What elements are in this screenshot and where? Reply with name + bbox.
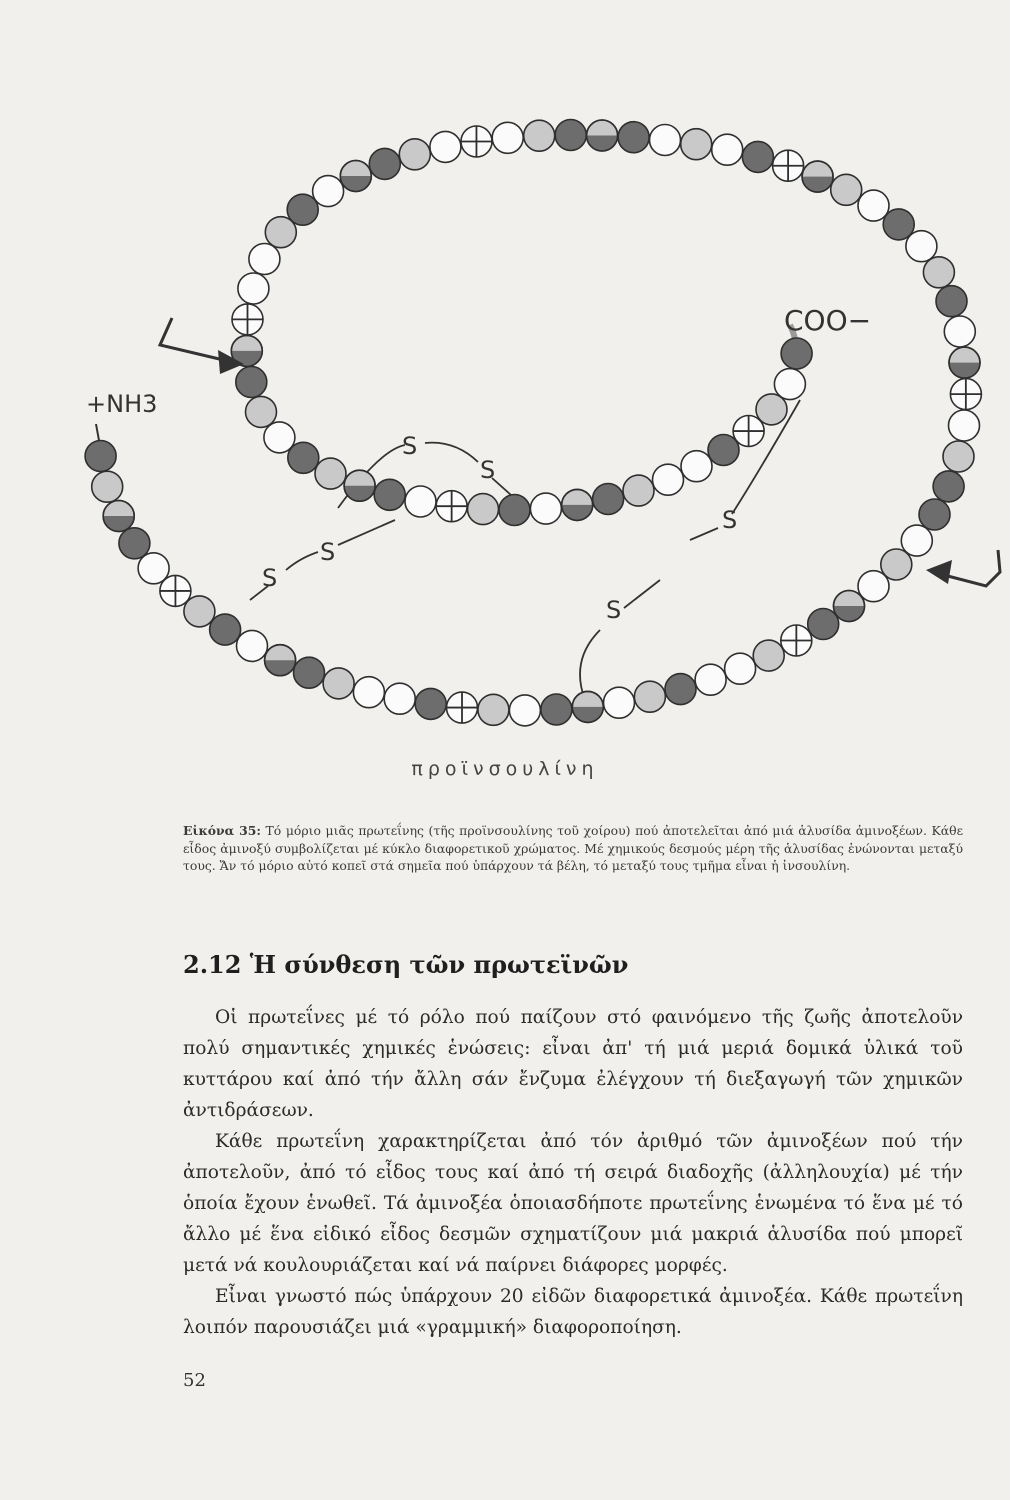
- amino-acid-dark: [119, 528, 150, 559]
- caption-label: Εἰκόνα 35:: [183, 823, 261, 838]
- amino-acid-dark: [374, 479, 405, 510]
- amino-acid-dark: [415, 688, 446, 719]
- amino-acid-plus: [461, 126, 492, 157]
- amino-acid-white: [492, 122, 523, 153]
- amino-acid-white: [944, 316, 975, 347]
- sulfur-label-6: S: [606, 596, 622, 624]
- amino-acid-half: [587, 120, 618, 151]
- n-terminus-label: +NH3: [86, 390, 158, 418]
- amino-acid-light: [923, 257, 954, 288]
- disulfide-bond-line-2: [425, 443, 478, 462]
- amino-acid-dark: [618, 122, 649, 153]
- amino-acid-dark: [808, 609, 839, 640]
- amino-acid-dark: [499, 495, 530, 526]
- disulfide-bond-line-10: [690, 528, 718, 540]
- amino-acid-white: [949, 410, 980, 441]
- amino-acid-dark: [555, 120, 586, 151]
- amino-acid-half: [572, 691, 603, 722]
- amino-acid-white: [430, 131, 461, 162]
- amino-acid-dark: [541, 694, 572, 725]
- amino-acid-plus: [436, 491, 467, 522]
- amino-acid-dark: [369, 148, 400, 179]
- amino-acid-dark: [781, 338, 812, 369]
- amino-acid-plus: [232, 304, 263, 335]
- amino-acid-light: [943, 441, 974, 472]
- disulfide-bond-line-8: [624, 580, 660, 608]
- amino-acid-white: [858, 190, 889, 221]
- caption-text: Τό μόριο μιᾶς πρωτεΐνης (τῆς προϊνσουλίνης τοῦ χοίρου) πού ἀποτελεῖται ἀπό μιά ἁλυσίδα ἀμινοξέων. Κάθε εἶδος ἀμινοξύ συμβολίζεται μέ κύκλο διαφορετικοῦ χρώματος. Μέ χημικούς δεσμούς μέρη τῆς ἁλυσίδας ἑνώνονται μεταξύ τους. Ἄν τό μόριο αὐτό κοπεῖ στά σημεῖα πού ὑπάρχουν τά βέλη, τό μεταξύ τους τμῆμα εἶναι ἡ ἰνσουλίνη.: [183, 823, 963, 873]
- amino-acid-plus: [447, 692, 478, 723]
- diagram-labels: [86, 304, 871, 624]
- sulfur-label-5: S: [722, 506, 738, 534]
- sulfur-label-4: S: [262, 564, 278, 592]
- amino-acid-white: [530, 493, 561, 524]
- amino-acid-light: [756, 394, 787, 425]
- amino-acid-white: [650, 125, 681, 156]
- amino-acid-white: [712, 134, 743, 165]
- amino-acid-plus: [950, 379, 981, 410]
- disulfide-bond-line-5: [286, 552, 318, 570]
- amino-acid-dark: [742, 141, 773, 172]
- amino-acid-white: [384, 683, 415, 714]
- amino-acid-white: [238, 273, 269, 304]
- amino-acid-dark: [85, 441, 116, 472]
- amino-acid-light: [753, 640, 784, 671]
- amino-acid-plus: [773, 150, 804, 181]
- amino-acid-half: [949, 347, 980, 378]
- amino-acid-white: [237, 630, 268, 661]
- paragraph-3: Εἶναι γνωστό πώς ὑπάρχουν 20 εἰδῶν διαφορετικά ἀμινοξέα. Κάθε πρωτεΐνη λοιπόν παρουσιάζει μιά «γραμμική» διαφοροποίηση.: [183, 1286, 963, 1338]
- amino-acid-light: [92, 471, 123, 502]
- amino-acid-half: [340, 161, 371, 192]
- amino-acid-white: [901, 525, 932, 556]
- amino-acid-light: [323, 668, 354, 699]
- amino-acid-dark: [294, 657, 325, 688]
- amino-acid-dark: [288, 442, 319, 473]
- amino-acid-white: [249, 244, 280, 275]
- amino-acid-light: [265, 217, 296, 248]
- paragraph-2: Κάθε πρωτεΐνη χαρακτηρίζεται ἀπό τόν ἀριθμό τῶν ἀμινοξέων πού τήν ἀποτελοῦν, ἀπό τό εἶδος τους καί ἀπό τή σειρά διαδοχῆς (ἀλληλουχία) μέ τήν ὁποία ἔχουν ἑνωθεῖ. Τά ἀμινοξέα ὁποιασδήποτε πρωτεΐνης ἑνωμένα τό ἕνα μέ τό ἄλλο μέ ἕνα εἰδικό εἶδος δεσμῶν σχηματίζουν μιά μακριά ἁλυσίδα πού μπορεῖ μετά νά κουλουριάζεται καί νά παίρνει διάφορες μορφές.: [183, 1131, 963, 1276]
- amino-acid-light: [681, 129, 712, 160]
- figure-caption: [183, 822, 963, 875]
- amino-acid-half: [265, 645, 296, 676]
- amino-acid-half: [802, 161, 833, 192]
- amino-acid-chain: [85, 120, 981, 726]
- amino-acid-white: [509, 695, 540, 726]
- amino-acid-light: [399, 139, 430, 170]
- amino-acid-dark: [883, 209, 914, 240]
- disulfide-bond-line-7: [580, 630, 600, 700]
- amino-acid-light: [478, 694, 509, 725]
- amino-acid-dark: [593, 484, 624, 515]
- amino-acid-dark: [936, 286, 967, 317]
- amino-acid-dark: [919, 499, 950, 530]
- amino-acid-half: [103, 501, 134, 532]
- amino-acid-light: [246, 396, 277, 427]
- amino-acid-light: [623, 475, 654, 506]
- amino-acid-white: [313, 176, 344, 207]
- amino-acid-half: [344, 470, 375, 501]
- amino-acid-white: [774, 369, 805, 400]
- sulfur-label-3: S: [320, 538, 336, 566]
- amino-acid-white: [681, 451, 712, 482]
- paragraph-1: Οἱ πρωτεΐνες μέ τό ρόλο πού παίζουν στό φαινόμενο τῆς ζωῆς ἀποτελοῦν πολύ σημαντικές χημικές ἑνώσεις: εἶναι ἀπ' τή μιά μεριά δομικά ὑλικά τοῦ κυττάρου καί ἀπό τήν ἄλλη σάν ἔνζυμα ἐλέγχουν τή διεξαγωγή τῶν χημικῶν ἀντιδράσεων.: [183, 1007, 963, 1121]
- section-heading: 2.12 Ἡ σύνθεση τῶν πρωτεϊνῶν: [183, 950, 629, 979]
- cleavage-arrow-right-icon: [926, 550, 1000, 586]
- page-number: 52: [183, 1370, 206, 1391]
- c-terminus-label: COO−: [784, 304, 872, 337]
- amino-acid-dark: [210, 614, 241, 645]
- amino-acid-light: [524, 120, 555, 151]
- amino-acid-white: [353, 677, 384, 708]
- disulfide-bond-line-6: [338, 520, 395, 545]
- body-text: [183, 1002, 963, 1343]
- amino-acid-white: [604, 687, 635, 718]
- sulfur-label-1: S: [402, 432, 418, 460]
- amino-acid-dark: [708, 435, 739, 466]
- amino-acid-light: [315, 458, 346, 489]
- amino-acid-white: [653, 464, 684, 495]
- amino-acid-white: [405, 486, 436, 517]
- amino-acid-light: [634, 681, 665, 712]
- amino-acid-half: [562, 489, 593, 520]
- amino-acid-half: [834, 591, 865, 622]
- amino-acid-dark: [236, 367, 267, 398]
- figure-label: προϊνσουλίνη: [411, 758, 599, 780]
- amino-acid-white: [725, 653, 756, 684]
- amino-acid-dark: [665, 674, 696, 705]
- amino-acid-dark: [933, 471, 964, 502]
- amino-acid-plus: [781, 625, 812, 656]
- amino-acid-white: [695, 664, 726, 695]
- amino-acid-light: [468, 494, 499, 525]
- amino-acid-light: [831, 174, 862, 205]
- sulfur-label-2: S: [480, 456, 496, 484]
- amino-acid-light: [184, 596, 215, 627]
